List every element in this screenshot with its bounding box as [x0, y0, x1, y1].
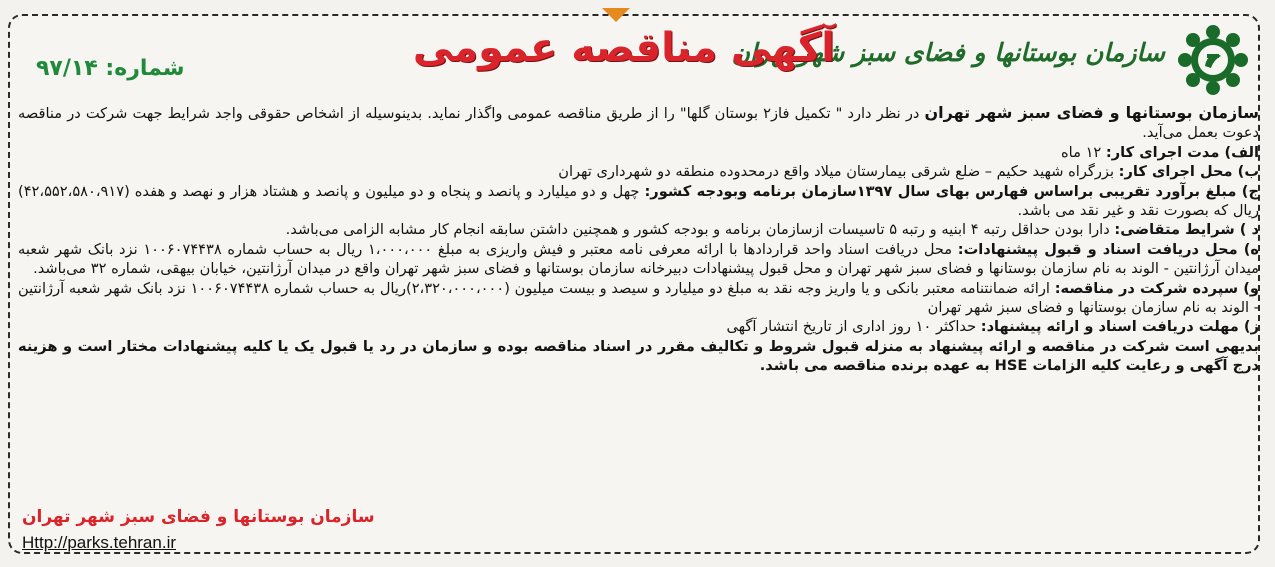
- parks-organization-logo-icon: [1177, 24, 1249, 96]
- notice-title: آگهی مناقصه عمومی: [412, 25, 835, 71]
- clause-label: ب) محل اجرای کار:: [1118, 163, 1259, 181]
- closing-text: بدیهی است شرکت در مناقصه و ارائه پیشنهاد به منزله قبول شروط و تکالیف مقرر در اسناد مناقصه بوده و سازمان در رد یا قبول یک یا کلیه پیشنهادات مختار است و هزینه درج آگهی و رعایت کلیه الزامات HSE به عهده برنده مناقصه می باشد.: [18, 337, 1259, 375]
- clause-text: چهل و دو میلیارد و پانصد و پنجاه و دو میلیون و پانصد و هشتاد هزار و نهصد و هفده (۴۲،۵۵۲،۵۸۰،۹۱۷) ریال که بصورت نقد و غیر نقد می باشد.: [18, 182, 1259, 220]
- clause-location: [18, 162, 1259, 181]
- closing-paragraph: [18, 337, 1259, 376]
- clause-deadline: [18, 317, 1259, 336]
- clause-label: ه) محل دریافت اسناد و قبول پیشنهادات:: [957, 240, 1259, 258]
- notice-number: شماره: ۹۷/۱۴: [36, 56, 185, 81]
- intro-text: در نظر دارد " تکمیل فاز۲ بوستان گلها" را از طریق مناقصه عمومی واگذار نماید. بدینوسیله از اشخاص حقوقی واجد شرایط جهت شرکت در مناقصه دعوت بعمل می‌آید.: [18, 105, 1259, 142]
- clause-duration: [18, 143, 1259, 162]
- intro-org: سازمان بوستانها و فضای سبز شهر تهران: [924, 103, 1260, 122]
- clause-requirements: [18, 220, 1259, 239]
- clause-estimate: [18, 182, 1259, 221]
- clause-text: حداکثر ۱۰ روز اداری از تاریخ انتشار آگهی: [726, 318, 981, 336]
- clause-text: ۱۲ ماه: [1061, 143, 1106, 161]
- clause-deposit: [18, 279, 1259, 318]
- clause-text: دارا بودن حداقل رتبه ۴ ابنیه و رتبه ۵ تاسیسات ازسازمان برنامه و بودجه کشور و همچنین داشتن سابقه انجام کار مشابه الزامی می‌باشد.: [285, 221, 1115, 239]
- intro-paragraph: [18, 103, 1259, 143]
- clause-label: د ) شرایط متقاضی:: [1114, 221, 1259, 239]
- clause-label: ج) مبلغ برآورد تقریبی براساس فهارس بهای سال ۱۳۹۷سازمان برنامه وبودجه کشور:: [644, 182, 1259, 200]
- notice-body: [18, 103, 1259, 376]
- clause-text: بزرگراه شهید حکیم – ضلع شرقی بیمارستان میلاد واقع درمحدوده منطقه دو شهرداری تهران: [558, 163, 1119, 181]
- website-link[interactable]: Http://parks.tehran.ir: [22, 533, 177, 552]
- clause-text: محل دریافت اسناد واحد قراردادها با ارائه معرفی نامه معتبر و فیش واریزی به مبلغ ۱،۰۰۰،۰۰۰ ریال به حساب شماره ۱۰۰۶۰۷۴۴۳۸ نزد بانک شهر شعبه میدان آرژانتین - الوند به نام سازمان بوستانها و فضای سبز شهر تهران و محل قبول پیشنهادات دبیرخانه سازمان بوستانها و فضای سبز شهر تهران واقع در میدان آرژانتین، خیابان بیهقی، شماره ۳۲ می‌باشد.: [18, 240, 1259, 278]
- clause-label: و) سپرده شرکت در مناقصه:: [1054, 279, 1259, 297]
- organization-script-name: سازمان بوستانها و فضای سبز شهر تهران: [731, 38, 1165, 67]
- footer-organization: سازمان بوستانها و فضای سبز شهر تهران: [22, 507, 375, 527]
- clause-text: ارائه ضمانتنامه معتبر بانکی و یا واریز وجه نقد به مبلغ دو میلیارد و سیصد و بیست میلیون (۲،۳۲۰،۰۰۰،۰۰۰)ریال به حساب شماره ۱۰۰۶۰۷۴۴۳۸ نزد بانک شهر شعبه آرژانتین - الوند به نام سازمان بوستانها و فضای سبز شهر تهران: [18, 279, 1259, 317]
- clause-label: ز) مهلت دریافت اسناد و ارائه پیشنهاد:: [980, 318, 1259, 336]
- clause-documents: [18, 240, 1259, 279]
- clause-label: الف) مدت اجرای کار:: [1105, 143, 1259, 161]
